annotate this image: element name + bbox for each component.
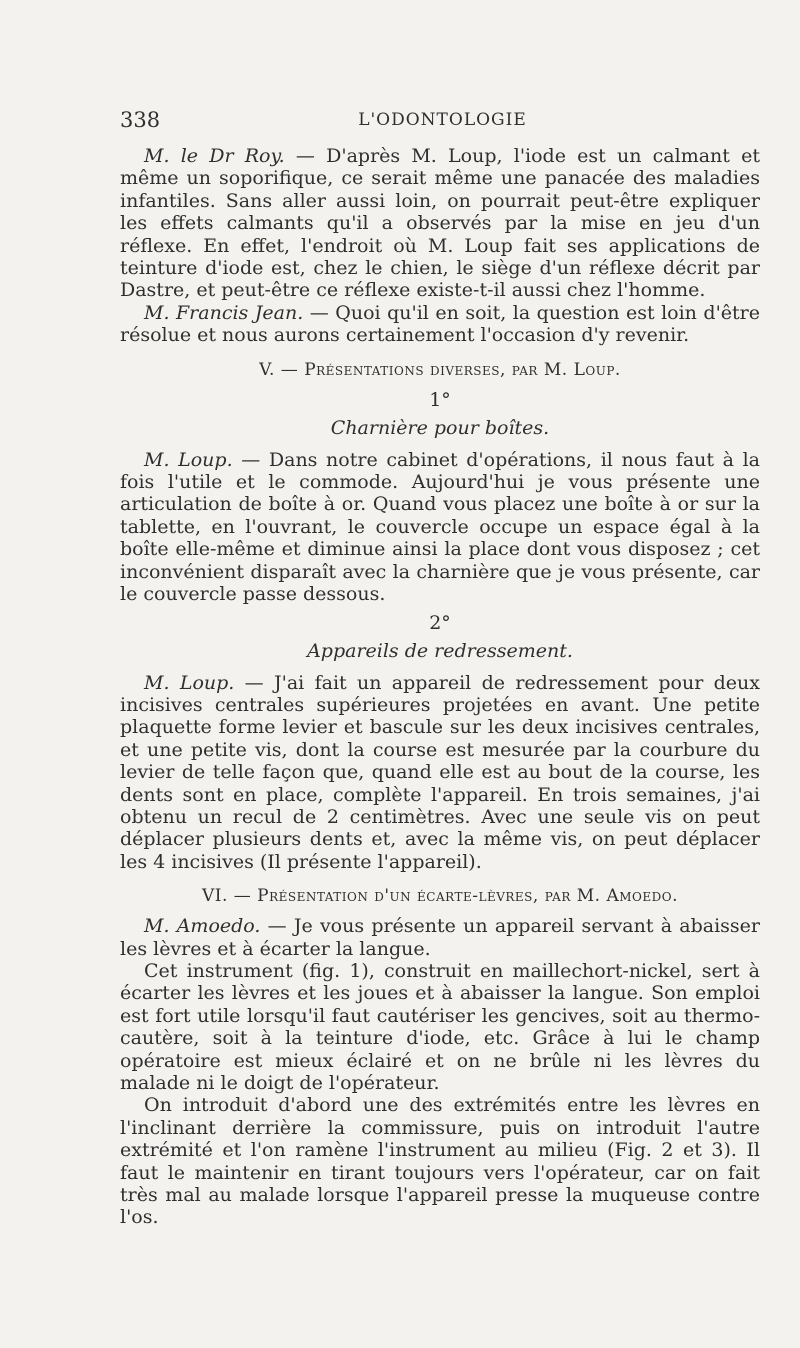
paragraph-text: — Quoi qu'il en soit, la question est loin d'être résolue et nous aurons certainement l'occasion d'y revenir. [120, 301, 760, 347]
page-header [120, 108, 760, 134]
section-heading-v: V. — Présentations diverses, par M. Loup. [259, 359, 621, 380]
speaker-name: M. le Dr Roy. [144, 145, 285, 167]
section-heading-vi: VI. — Présentation d'un écarte-lèvres, par M. Amoedo. [201, 886, 679, 907]
paragraph-text: — D'après M. Loup, l'iode est un calmant et même un soporifique, ce serait même une panacée des maladies infantiles. Sans aller aussi loin, on pourrait peut-être expliquer les effets calmants qu'il a observés par la mise en jeu d'un réflexe. En effet, l'endroit où M. Loup fait ses applications de teinture d'iode est, chez le chien, le siège d'un réflexe décrit par Dastre, et peut-être ce réflexe existe-t-il aussi chez l'homme. [120, 145, 761, 302]
paragraph-roy [120, 145, 760, 302]
running-title: L'ODONTOLOGIE [358, 110, 527, 130]
paragraph-loup-redressement [120, 672, 760, 874]
paragraph-instrument: Cet instrument (fig. 1), construit en maillechort-nickel, sert à écarter les lèvres et les joues et à abaisser la langue. Son emploi est fort utile lorsqu'il faut cautériser les gencives, soit au thermo-cautère, soit à la teinture d'iode, etc. Grâce à lui le champ opératoire est mieux éclairé et on ne brûle ni les lèvres du malade ni le doigt de l'opérateur. [120, 959, 760, 1094]
speaker-name: M. Francis Jean. [144, 301, 304, 324]
speaker-name: M. Loup. [144, 671, 235, 694]
paragraph-introduction: On introduit d'abord une des extrémités entre les lèvres en l'inclinant derrière la commissure, puis on introduit l'autre extrémité et l'on ramène l'instrument au milieu (Fig. 2 et 3). Il faut le maintenir en tirant toujours vers l'opérateur, car on fait très mal au malade lorsque l'appareil presse la muqueuse contre l'os. [120, 1094, 760, 1229]
page-number: 338 [120, 108, 161, 132]
paragraph-francis-jean [120, 302, 760, 347]
speaker-name: M. Loup. [144, 448, 233, 471]
subsection-number-1: 1° [429, 388, 451, 411]
paragraph-amoedo [120, 915, 760, 960]
paragraph-text: — Dans notre cabinet d'opérations, il nous faut à la fois l'utile et le commode. Aujourd'hui je vous présente une articulation de boîte à or. Quand vous placez une boîte à or sur la tablette, en l'ouvrant, le couvercle occupe un espace égal à la boîte elle-même et diminue ainsi la place dont vous disposez ; cet inconvénient disparaît avec la charnière que je vous présente, car le couvercle passe dessous. [120, 448, 760, 606]
speaker-name: M. Amoedo. [144, 915, 261, 938]
subsection-number-2: 2° [429, 611, 451, 634]
body-text [120, 145, 760, 1229]
paragraph-text: — J'ai fait un appareil de redressement pour deux incisives centrales supérieures projetées en avant. Une petite plaquette forme levier et bascule sur les deux incisives centrales, et une petite vis, dont la course est mesurée par la courbure du levier de telle façon que, quand elle est au bout de la course, les dents sont en place, complète l'appareil. En trois semaines, j'ai obtenu un recul de 2 centimètres. Avec une seule vis on peut déplacer plusieurs dents et, avec la même vis, on peut déplacer les 4 incisives (Il présente l'appareil). [120, 671, 760, 873]
paragraph-text: — Je vous présente un appareil servant à abaisser les lèvres et à écarter la langue. [120, 915, 760, 960]
paragraph-loup-charniere [120, 449, 760, 606]
subsection-title-2: Appareils de redressement. [307, 639, 573, 662]
subsection-title-1: Charnière pour boîtes. [330, 416, 550, 439]
